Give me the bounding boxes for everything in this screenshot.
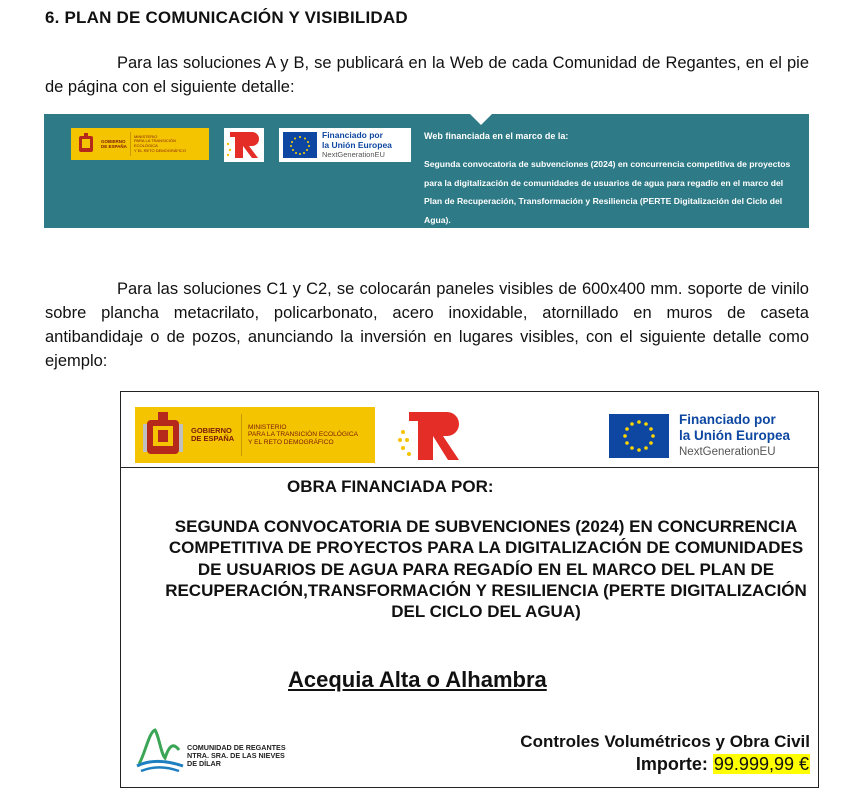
comunidad-regantes-text: COMUNIDAD DE REGANTES NTRA. SRA. DE LAS NIEVES DE DÍLAR <box>187 743 286 768</box>
panel-gobierno-logo <box>135 407 375 463</box>
plan-recuperacion-logo <box>224 128 264 162</box>
eu-flag-icon <box>283 132 317 158</box>
eu-text-line1: Financiado por <box>322 130 383 140</box>
spain-shield-icon <box>77 133 95 155</box>
ministerio-text: MINISTERIO PARA LA TRANSICIÓN ECOLÓGICA Y EL RETO DEMOGRÁFICO <box>134 133 186 153</box>
section-heading: 6. PLAN DE COMUNICACIÓN Y VISIBILIDAD <box>45 8 408 27</box>
logo-divider <box>130 132 131 156</box>
panel-eu-text-line2: la Unión Europea <box>679 428 791 443</box>
banner-notch <box>468 112 494 125</box>
panel-eu-text-line3: NextGenerationEU <box>679 446 776 458</box>
obra-financiada-label: OBRA FINANCIADA POR: <box>287 477 494 496</box>
paragraph-panel-solutions: Para las soluciones C1 y C2, se colocarán paneles visibles de 600x400 mm. soporte de vinilo sobre plancha metacrilato, policarbonato, acero inoxidable, atornillado en muros de caseta antibandidaje o de pozos, anunciando la inversión en lugares visibles, con el siguiente detalle como ejemplo: <box>45 280 809 370</box>
panel-eu-text-line1: Financiado por <box>679 412 776 427</box>
panel-ministerio-text: MINISTERIO PARA LA TRANSICIÓN ECOLÓGICA Y EL RETO DEMOGRÁFICO <box>248 423 359 446</box>
panel-logo-divider <box>241 414 242 456</box>
paragraph-web-solutions: Para las soluciones A y B, se publicará en la Web de cada Comunidad de Regantes, en el pie de página con el siguiente detalle: <box>45 54 809 96</box>
panel-gobierno-text: GOBIERNO DE ESPAÑA <box>191 425 235 443</box>
banner-heading: Web financiada en el marco de la: <box>424 131 569 141</box>
eu-text-line3: NextGenerationEU <box>322 150 385 159</box>
gobierno-logo <box>71 128 209 160</box>
eu-text-line2: la Unión Europea <box>322 140 392 150</box>
panel-plan-recuperacion-logo <box>397 408 467 466</box>
eu-flag-icon <box>609 414 669 458</box>
importe-line <box>636 754 810 775</box>
spain-shield-icon <box>143 412 183 458</box>
controles-text: Controles Volumétricos y Obra Civil <box>520 732 810 751</box>
gobierno-text: GOBIERNO DE ESPAÑA <box>101 139 127 149</box>
web-footer-banner <box>44 114 809 228</box>
panel-example <box>120 391 819 788</box>
eu-financiado-logo <box>279 128 411 162</box>
convocatoria-text: SEGUNDA CONVOCATORIA DE SUBVENCIONES (2024) EN CONCURRENCIA COMPETITIVA DE PROYECTOS PARA LA DIGITALIZACIÓN DE COMUNIDADES DE USUARIOS DE AGUA PARA REGADÍO EN EL MARCO DEL PLAN DE RECUPERACIÓN,TRANSFORMACIÓN Y RESILIENCIA (PERTE DIGITALIZACIÓN DEL CICLO DEL AGUA) <box>165 517 807 622</box>
acequia-name: Acequia Alta o Alhambra <box>288 667 547 692</box>
panel-logo-strip <box>121 392 818 468</box>
importe-amount: 99.999,99 € <box>713 754 809 774</box>
importe-label: Importe: <box>635 754 708 774</box>
banner-body: Segunda convocatoria de subvenciones (2024) en concurrencia competitiva de proyectos para la digitalización de comunidades de usuarios de agua para regadío en el marco del Plan de Recuperación, Transformación y Resiliencia (PERTE Digitalización del Ciclo del Agua). <box>424 159 791 225</box>
panel-eu-financiado-logo <box>609 411 799 461</box>
